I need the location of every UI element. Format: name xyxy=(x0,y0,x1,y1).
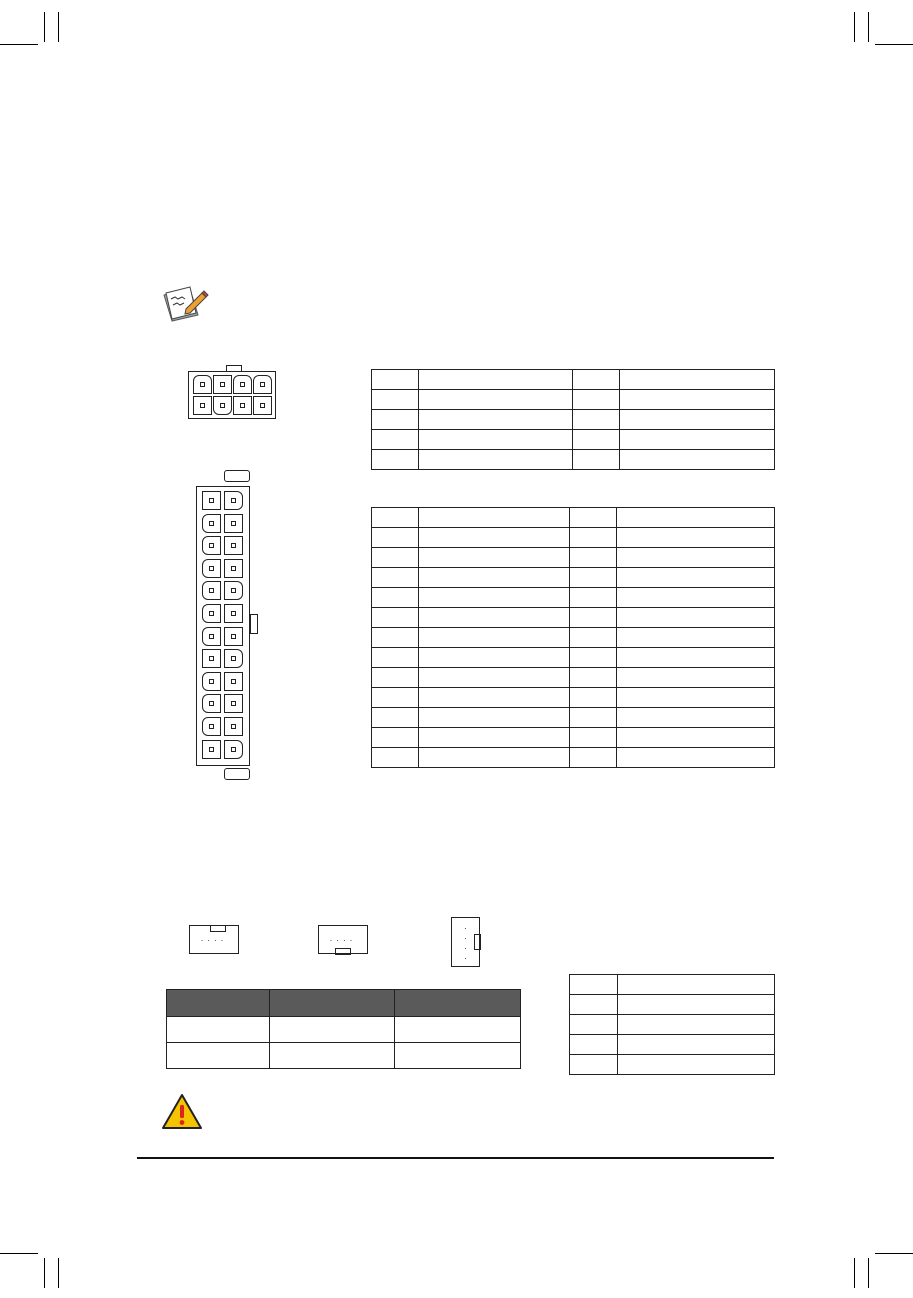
table-cell xyxy=(617,548,775,568)
connector-pin xyxy=(202,514,221,533)
connector-pin xyxy=(202,627,221,646)
table-cell xyxy=(620,390,775,410)
table-cell xyxy=(419,628,570,648)
connector-pin xyxy=(202,559,221,578)
table-cell xyxy=(570,1035,618,1055)
table-cell xyxy=(419,668,570,688)
table-cell xyxy=(570,688,617,708)
table-row xyxy=(372,410,775,430)
table-row xyxy=(372,628,775,648)
connector-pin xyxy=(224,581,243,600)
connector-pin xyxy=(202,740,221,759)
table-cell xyxy=(372,430,419,450)
connector-pin xyxy=(224,717,243,736)
table-cell xyxy=(570,728,617,748)
connector-pin xyxy=(224,491,243,510)
table-cell xyxy=(618,995,775,1015)
table-cell xyxy=(372,588,419,608)
table-cell xyxy=(419,508,570,528)
table-row xyxy=(570,995,775,1015)
table-row xyxy=(372,528,775,548)
table-cell xyxy=(617,508,775,528)
table-cell xyxy=(617,748,775,768)
table-cell xyxy=(617,648,775,668)
table-header-cell xyxy=(270,990,395,1017)
table-cell xyxy=(618,975,775,995)
fan-pin-table xyxy=(569,974,775,1075)
table-row xyxy=(570,1035,775,1055)
table-cell xyxy=(570,1015,618,1035)
fan-header-diagram-left: ···· xyxy=(189,925,239,954)
table-cell xyxy=(372,450,419,470)
atx-24pin-pin-table xyxy=(371,507,775,768)
table-cell xyxy=(617,608,775,628)
table-cell xyxy=(570,708,617,728)
table-cell xyxy=(419,568,570,588)
connector-pin xyxy=(202,536,221,555)
table-cell xyxy=(372,528,419,548)
table-cell xyxy=(419,528,570,548)
table-cell xyxy=(570,568,617,588)
connector-pin xyxy=(202,581,221,600)
atx-8pin-pin-table xyxy=(371,369,775,470)
table-row xyxy=(372,708,775,728)
table-cell xyxy=(419,410,573,430)
table-row xyxy=(372,728,775,748)
table-cell xyxy=(372,390,419,410)
fan-header-table xyxy=(166,989,521,1069)
fan-header-diagram-middle: ···· xyxy=(318,925,368,954)
table-cell xyxy=(617,528,775,548)
table-cell xyxy=(618,1055,775,1075)
connector-pin xyxy=(224,694,243,713)
table-cell xyxy=(570,628,617,648)
table-row xyxy=(167,1017,521,1043)
table-row xyxy=(372,370,775,390)
table-cell xyxy=(573,450,620,470)
table-cell xyxy=(372,548,419,568)
table-cell xyxy=(419,728,570,748)
table-row xyxy=(372,430,775,450)
table-cell xyxy=(372,668,419,688)
connector-pin xyxy=(202,649,221,668)
table-cell xyxy=(372,708,419,728)
connector-pin xyxy=(202,717,221,736)
table-row xyxy=(372,548,775,568)
table-cell xyxy=(419,608,570,628)
table-row xyxy=(570,1015,775,1035)
table-cell xyxy=(617,628,775,648)
footer-rule xyxy=(137,1157,774,1159)
connector-pin xyxy=(224,604,243,623)
table-cell xyxy=(620,410,775,430)
table-cell xyxy=(372,410,419,430)
table-cell xyxy=(372,688,419,708)
table-cell xyxy=(570,608,617,628)
table-cell xyxy=(570,548,617,568)
table-cell xyxy=(620,370,775,390)
table-cell xyxy=(617,588,775,608)
table-cell xyxy=(372,648,419,668)
connector-pin xyxy=(202,604,221,623)
table-cell xyxy=(617,708,775,728)
table-cell xyxy=(270,1017,395,1043)
table-row xyxy=(372,508,775,528)
table-row xyxy=(372,748,775,768)
connector-pin xyxy=(202,694,221,713)
table-cell xyxy=(617,688,775,708)
table-cell xyxy=(618,1015,775,1035)
table-cell xyxy=(372,568,419,588)
table-cell xyxy=(395,1017,521,1043)
table-cell xyxy=(570,1055,618,1075)
table-cell xyxy=(419,588,570,608)
table-cell xyxy=(573,390,620,410)
table-row xyxy=(372,450,775,470)
table-cell xyxy=(419,748,570,768)
connector-pin xyxy=(202,491,221,510)
connector-pin xyxy=(224,559,243,578)
table-cell xyxy=(573,430,620,450)
table-cell xyxy=(573,370,620,390)
warning-triangle-icon xyxy=(161,1093,203,1131)
table-cell xyxy=(617,668,775,688)
table-cell xyxy=(372,728,419,748)
connector-pin xyxy=(224,536,243,555)
table-row xyxy=(372,608,775,628)
table-cell xyxy=(620,430,775,450)
table-cell xyxy=(419,370,573,390)
table-row xyxy=(372,588,775,608)
table-cell xyxy=(570,588,617,608)
table-cell xyxy=(167,1043,270,1069)
table-row xyxy=(372,390,775,410)
table-cell xyxy=(570,748,617,768)
table-header-cell xyxy=(167,990,270,1017)
table-cell xyxy=(372,748,419,768)
note-pencil-icon xyxy=(160,285,210,325)
table-cell xyxy=(617,568,775,588)
table-row xyxy=(570,975,775,995)
table-cell xyxy=(419,548,570,568)
table-cell xyxy=(372,628,419,648)
table-row xyxy=(167,1043,521,1069)
table-cell xyxy=(419,688,570,708)
table-row xyxy=(372,668,775,688)
connector-pin xyxy=(224,627,243,646)
table-cell xyxy=(372,370,419,390)
table-cell xyxy=(419,390,573,410)
connector-pin xyxy=(224,672,243,691)
table-cell xyxy=(573,410,620,430)
connector-pin xyxy=(224,649,243,668)
table-cell xyxy=(372,608,419,628)
table-cell xyxy=(618,1035,775,1055)
table-row xyxy=(372,648,775,668)
table-cell xyxy=(270,1043,395,1069)
table-cell xyxy=(419,430,573,450)
table-row xyxy=(570,1055,775,1075)
table-header-cell xyxy=(395,990,521,1017)
table-cell xyxy=(570,648,617,668)
table-row xyxy=(372,568,775,588)
fan-header-diagram-right: · · · · xyxy=(451,917,480,967)
connector-pin xyxy=(224,514,243,533)
connector-pin xyxy=(202,672,221,691)
table-cell xyxy=(419,708,570,728)
table-cell xyxy=(570,975,618,995)
table-row xyxy=(372,688,775,708)
table-cell xyxy=(419,450,573,470)
table-cell xyxy=(167,1017,270,1043)
table-cell xyxy=(395,1043,521,1069)
table-cell xyxy=(419,648,570,668)
table-cell xyxy=(570,508,617,528)
table-cell xyxy=(617,728,775,748)
table-cell xyxy=(570,528,617,548)
table-cell xyxy=(570,668,617,688)
table-cell xyxy=(570,995,618,1015)
connector-pin xyxy=(224,740,243,759)
table-cell xyxy=(372,508,419,528)
table-cell xyxy=(620,450,775,470)
atx-24pin-connector-diagram xyxy=(196,486,250,766)
atx-8pin-connector-diagram xyxy=(188,371,276,419)
